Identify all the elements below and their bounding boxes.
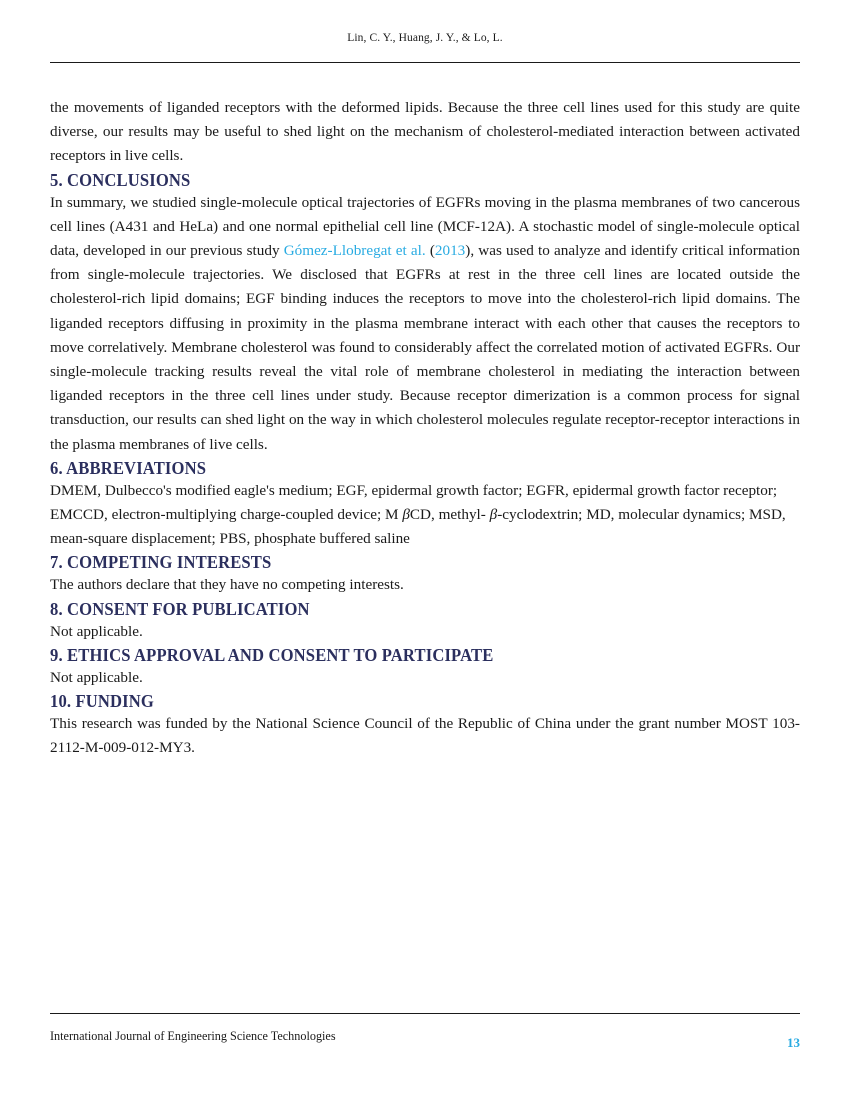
footer-journal-name: International Journal of Engineering Science Technologies — [50, 1029, 336, 1043]
footer-page-number: 13 — [787, 1035, 800, 1050]
conclusions-text-before-citation: In summary, we studied single-molecule optical trajectories of EGFRs moving in the plasma membranes of two cancerous cell lines (A431 and HeLa) and one normal epithelial cell line (MCF-12A). A stochastic model of single-molecule optical data, developed in our previous study — [50, 193, 800, 260]
heading-conclusions: 5. CONCLUSIONS — [50, 169, 191, 190]
beta-symbol-mbcd: β — [402, 506, 410, 524]
citation-link-year[interactable]: 2013 — [434, 242, 466, 260]
beta-symbol-cyclodextrin: β — [489, 506, 498, 524]
citation-open-paren: ( — [425, 242, 435, 260]
conclusions-paragraph — [50, 191, 800, 457]
page-content — [50, 96, 800, 760]
abbreviations-text-part-2: CD, methyl- — [409, 506, 490, 524]
intro-paragraph: the movements of liganded receptors with the deformed lipids. Because the three cell lines used for this study are quite diverse, our results may be useful to shed light on the mechanism of cholesterol-mediated interaction between activated receptors in live cells. — [50, 99, 800, 165]
conclusions-text-after-citation: ), was used to analyze and identify critical information from single-molecule trajectories. We disclosed that EGFRs at rest in the three cell lines are located outside the cholesterol-rich lipid domains; EGF binding induces the receptors to move into the cholesterol-rich lipid domains. The liganded receptors diffusing in proximity in the plasma membrane interact with each other that causes the receptors to move correlatively. Membrane cholesterol was found to considerably affect the correlated motion of activated EGFRs. Our single-molecule tracking results reveal the vital role of membrane cholesterol in mediating the interaction between liganded receptors in the three cell lines under study. Because receptor dimerization is a common process for signal transduction, our results can shed light on the way in which cholesterol molecules regulate receptor-receptor interactions in the plasma membranes of live cells. — [50, 242, 801, 453]
ethics-approval-paragraph: Not applicable. — [50, 668, 143, 686]
heading-consent-for-publication: 8. CONSENT FOR PUBLICATION — [50, 598, 310, 619]
header-rule — [50, 62, 800, 63]
footer-rule — [50, 1013, 800, 1014]
heading-funding: 10. FUNDING — [50, 691, 154, 712]
abbreviations-text-part-3: -cyclodextrin; MD, molecular dynamics; MSD, mean-square displacement; PBS, phosphate buffered saline — [50, 506, 786, 548]
abbreviations-text-part-1: DMEM, Dulbecco's modified eagle's medium; EGF, epidermal growth factor; EGFR, epidermal growth factor receptor; EMCCD, electron-multiplying charge-coupled device; M — [50, 481, 778, 524]
heading-competing-interests: 7. COMPETING INTERESTS — [50, 552, 272, 573]
heading-ethics-approval: 9. ETHICS APPROVAL AND CONSENT TO PARTICIPATE — [50, 644, 494, 665]
consent-for-publication-paragraph: Not applicable. — [50, 622, 143, 640]
abbreviations-paragraph — [50, 479, 800, 552]
citation-link-gomez-llobregat[interactable]: Gómez-Llobregat et al. — [283, 242, 426, 260]
heading-abbreviations: 6. ABBREVIATIONS — [50, 457, 207, 478]
competing-interests-paragraph: The authors declare that they have no competing interests. — [50, 576, 404, 594]
funding-paragraph: This research was funded by the National Science Council of the Republic of China under the grant number MOST 103-2112-M-009-012-MY3. — [50, 715, 800, 757]
running-head: Lin, C. Y., Huang, J. Y., & Lo, L. — [347, 32, 503, 44]
